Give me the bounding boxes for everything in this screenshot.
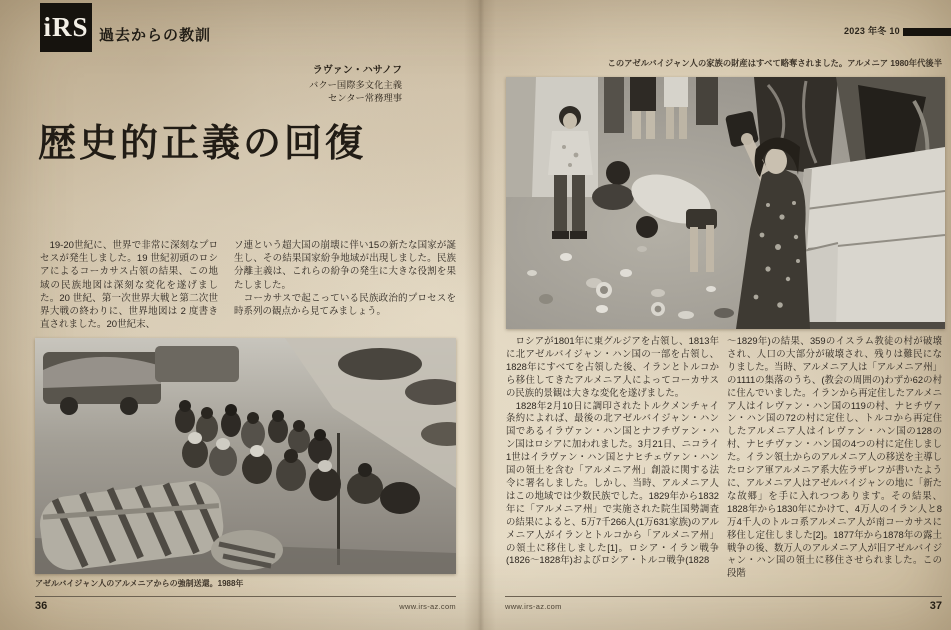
paragraph: 1828年2月10日に調印されたトルクメンチャイ条約によれば、最後の北アゼルバイジャン・ハン国であるイラヴァン・ハン国とナフチヴァン・ハン国はロシアに加われました。3月21日、ニコライ1世はイラヴァン・ハン国とナヒチェヴァン・ハン国の領土を含む「アルメニア州」創設に関する法令に署名しました。しかし、当時、アルメニア人はこの地域では少数民族でした。1829年から1832年に「アルメニア州」で実施された院生国勢調査の結果によると、5万7千266人(1万631家族)のアルメニア人がイランとトルコから「アルメニア州」の領土に移住しました[1]。ロシア・イラン戦争(1826〜1828年)およびロシア・トルコ戦争(1828 [506,399,719,566]
paragraph: 19-20世紀に、世界で非常に深刻なプロセスが発生しました。19 世紀初頭のロシアによるコーカサス占領の結果、この地域の民族地図は深刻な変化を遂げました。20 世紀、第一次世界大戦と第二次世界大戦の終わりに、世界地図は 2 度書き直されました。20世紀末、 [40,240,218,331]
paragraph: 〜1829年)の結果、359のイスラム教徒の村が破壊され、人口の大部分が破壊され、残りは難民になりました。当時、アルメニア人は「アルメニア州」の1111の集落のうち、(教会の周囲の)わずか62の村に住んでいました。イランから再定住したアルメニア人はイレヴァン・ハン国の119の村、ナヒチヴァン・ハン国の72の村に定住し、トルコから再定住したアルメニア人はイレヴァン・ハン国の128の村、ナヒチヴァン・ハン国の4つの村に定住しました。イラン領土からのアルメニア人の移送を主導したロシア軍アルメニア系大佐ラザレフが書いたように、アルメニア人はアゼルバイジャンの地に「新たな故郷」を手に入れつつあります。その結果、1828年から1830年にかけて、4万人のイラン人と8万4千人のトルコ系アルメニア人が南コーカサスに移住し定住しました[2]。1877年から1878年の露土戦争の後、数万人のアルメニア人が旧アゼルバイジャン・ハン国の領土に移住させられました。この段階 [727,335,942,579]
irs-logo-text: iRS [43,12,89,42]
author-block [202,61,402,105]
page-number-right: 37 [929,600,942,612]
left-page-column-1 [40,239,218,331]
right-photo-caption: このアゼルバイジャン人の家族の財産はすべて略奪されました。アルメニア 1980年代後半 [607,58,942,68]
author-org-line2: センター常務理事 [327,93,402,103]
left-photo-caption: アゼルバイジャン人のアルメニアからの強制送還。1988年 [35,579,244,588]
site-url-left: www.irs-az.com [399,602,456,611]
right-footer-rule [505,596,942,597]
author-org-line1: バクー国際多文化主義 [309,80,402,90]
paragraph: コーカサスで起こっている民族政治的プロセスを時系列の観点から見てみましょう。 [234,292,456,318]
page-gutter-shadow [464,0,496,630]
left-footer-rule [35,596,456,597]
paragraph: ソ連という超大国の崩壊に伴い15の新たな国家が誕生し、その結果国家紛争地域が出現しました。民族分離主義は、これらの紛争の発生に大きな役割を果たしました。 [234,240,456,291]
left-photo-deportation-scene [35,338,456,574]
article-title: 歴史的正義の回復 [38,123,367,165]
left-page-column-2 [234,239,456,318]
irs-logo [40,3,92,52]
right-photo-looted-family [506,77,945,329]
section-title: 過去からの教訓 [99,27,212,44]
right-page-column-2 [727,335,942,595]
right-photo-illustration [506,77,945,329]
left-photo-illustration [35,338,456,574]
paragraph: ロシアが1801年に東グルジアを占領し、1813年に北アゼルバイジャン・ハン国の一部を占領し、1828年にすべてを占領した後、イランとトルコから移住してきたアルメニア人によってコーカサスの民族的景観は大きな変化を遂げました。 [506,335,719,398]
right-page-column-1 [506,335,719,595]
issue-bar-decoration [903,28,951,36]
page-number-left: 36 [35,600,48,612]
author-name: ラヴァン・ハサノフ [312,65,402,76]
site-url-right: www.irs-az.com [505,602,562,611]
issue-label: 2023 年冬 10 [843,26,900,36]
